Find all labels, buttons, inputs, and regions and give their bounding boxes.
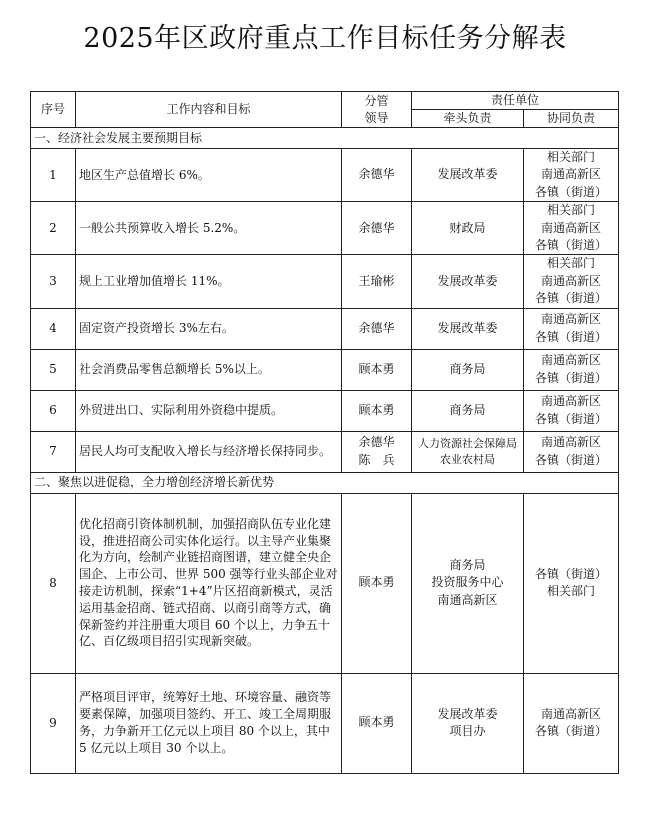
row-content: 优化招商引资体制机制，加强招商队伍专业化建设，推进招商公司实体化运行。以主导产业集聚化为方向，绘制产业链招商图谱，建立健全央企国企、上市公司、世界 500 强等行业头部企业对接走访机制，探索“1+4”片区招商新模式，灵活运用基金招商、链式招商、以商引商等方式，确保新签约并注册重大项目 60 个以上，力争五十亿、百亿级项目招引实现新突破。 — [76, 493, 342, 673]
row-content: 固定资产投资增长 3%左右。 — [76, 308, 342, 349]
row-seq: 4 — [31, 308, 76, 349]
lead-unit-name: 人力资源社会保障局 — [418, 436, 517, 450]
row-lead-unit — [412, 673, 524, 773]
header-leader-line2: 领导 — [364, 110, 389, 125]
row-assist-unit — [524, 390, 619, 431]
table-row — [31, 390, 619, 431]
row-assist-unit — [524, 149, 619, 202]
row-leader — [342, 431, 412, 472]
header-content: 工作内容和目标 — [76, 92, 342, 128]
row-seq: 2 — [31, 202, 76, 255]
assist-unit-name: 各镇（街道） — [535, 452, 608, 467]
row-leader — [342, 493, 412, 673]
row-seq: 1 — [31, 149, 76, 202]
header-lead-unit: 牵头负责 — [412, 110, 524, 128]
assist-unit-name: 各镇（街道） — [535, 237, 608, 252]
row-content: 外贸进出口、实际利用外资稳中提质。 — [76, 390, 342, 431]
lead-unit-name: 商务局 — [449, 361, 486, 376]
assist-unit-name: 南通高新区 — [541, 167, 602, 182]
row-leader — [342, 308, 412, 349]
leader-name: 余德华 — [358, 220, 395, 235]
row-content: 一般公共预算收入增长 5.2%。 — [76, 202, 342, 255]
row-lead-unit — [412, 308, 524, 349]
table-row — [31, 673, 619, 773]
row-lead-unit — [412, 431, 524, 472]
lead-unit-name: 发展改革委 — [437, 167, 498, 182]
assist-unit-name: 各镇（街道） — [535, 724, 608, 739]
row-lead-unit — [412, 493, 524, 673]
assist-unit-name: 各镇（街道） — [535, 411, 608, 426]
table-row — [31, 255, 619, 308]
row-assist-unit — [524, 673, 619, 773]
lead-unit-name: 农业农村局 — [440, 452, 495, 466]
assist-unit-name: 相关部门 — [547, 584, 596, 599]
leader-name: 王瑜彬 — [358, 273, 395, 288]
lead-unit-name: 发展改革委 — [437, 706, 498, 721]
assist-unit-name: 南通高新区 — [541, 706, 602, 721]
assist-unit-name: 南通高新区 — [541, 220, 602, 235]
row-leader — [342, 390, 412, 431]
row-seq: 3 — [31, 255, 76, 308]
lead-unit-name: 投资服务中心 — [431, 575, 504, 590]
lead-unit-name: 项目办 — [449, 724, 486, 739]
row-leader — [342, 202, 412, 255]
header-seq: 序号 — [31, 92, 76, 128]
leader-name: 顾本勇 — [358, 575, 395, 590]
leader-name: 顾本勇 — [358, 361, 395, 376]
row-seq: 7 — [31, 431, 76, 472]
assist-unit-name: 南通高新区 — [541, 435, 602, 450]
row-lead-unit — [412, 149, 524, 202]
table-row — [31, 202, 619, 255]
header-assist-unit: 协同负责 — [524, 110, 619, 128]
section-title: 一、经济社会发展主要预期目标 — [31, 128, 619, 149]
assist-unit-name: 各镇（街道） — [535, 370, 608, 385]
leader-name: 顾本勇 — [358, 715, 395, 730]
assist-unit-name: 各镇（街道） — [535, 184, 608, 199]
leader-name: 余德华 — [358, 167, 395, 182]
row-seq: 9 — [31, 673, 76, 773]
table-row — [31, 308, 619, 349]
section-title: 二、聚焦以进促稳，全力增创经济增长新优势 — [31, 472, 619, 493]
row-content: 规上工业增加值增长 11%。 — [76, 255, 342, 308]
leader-name: 顾本勇 — [358, 402, 395, 417]
row-seq: 5 — [31, 349, 76, 390]
lead-unit-name: 发展改革委 — [437, 273, 498, 288]
assist-unit-name: 南通高新区 — [541, 273, 602, 288]
row-content: 地区生产总值增长 6%。 — [76, 149, 342, 202]
header-leader-line1: 分管 — [364, 93, 389, 108]
row-leader — [342, 349, 412, 390]
lead-unit-name: 发展改革委 — [437, 320, 498, 335]
row-assist-unit — [524, 255, 619, 308]
row-seq: 8 — [31, 493, 76, 673]
page-title: 2025年区政府重点工作目标任务分解表 — [83, 23, 567, 54]
row-lead-unit — [412, 349, 524, 390]
row-content: 社会消费品零售总额增长 5%以上。 — [76, 349, 342, 390]
table-row — [31, 493, 619, 673]
header-leader — [342, 92, 412, 128]
assist-unit-name: 南通高新区 — [541, 312, 602, 327]
assist-unit-name: 各镇（街道） — [535, 329, 608, 344]
row-assist-unit — [524, 308, 619, 349]
assist-unit-name: 各镇（街道） — [535, 566, 608, 581]
assist-unit-name: 相关部门 — [547, 256, 596, 271]
section-2-body — [31, 493, 619, 773]
row-assist-unit — [524, 493, 619, 673]
row-assist-unit — [524, 202, 619, 255]
row-lead-unit — [412, 202, 524, 255]
row-content: 严格项目评审，统筹好土地、环境容量、融资等要素保障，加强项目签约、开工、竣工全周期服务，力争新开工亿元以上项目 80 个以上，其中 5 亿元以上项目 30 个以上。 — [76, 673, 342, 773]
assist-unit-name: 南通高新区 — [541, 394, 602, 409]
lead-unit-name: 财政局 — [449, 220, 486, 235]
assist-unit-name: 相关部门 — [547, 203, 596, 218]
table-row — [31, 149, 619, 202]
assist-unit-name: 南通高新区 — [541, 353, 602, 368]
row-lead-unit — [412, 390, 524, 431]
leader-name: 余德华 — [358, 435, 395, 450]
lead-unit-name: 南通高新区 — [437, 592, 498, 607]
section-1-body — [31, 149, 619, 473]
table-row — [31, 431, 619, 472]
lead-unit-name: 商务局 — [449, 557, 486, 572]
row-leader — [342, 149, 412, 202]
row-leader — [342, 673, 412, 773]
row-assist-unit — [524, 431, 619, 472]
row-seq: 6 — [31, 390, 76, 431]
header-responsible-units: 责任单位 — [412, 92, 619, 110]
assist-unit-name: 各镇（街道） — [535, 291, 608, 306]
leader-name: 余德华 — [358, 320, 395, 335]
assist-unit-name: 相关部门 — [547, 150, 596, 164]
leader-name: 陈 兵 — [358, 452, 395, 467]
table-row — [31, 349, 619, 390]
row-content: 居民人均可支配收入增长与经济增长保持同步。 — [76, 431, 342, 472]
row-assist-unit — [524, 349, 619, 390]
task-table — [30, 91, 619, 774]
row-lead-unit — [412, 255, 524, 308]
row-leader — [342, 255, 412, 308]
lead-unit-name: 商务局 — [449, 402, 486, 417]
